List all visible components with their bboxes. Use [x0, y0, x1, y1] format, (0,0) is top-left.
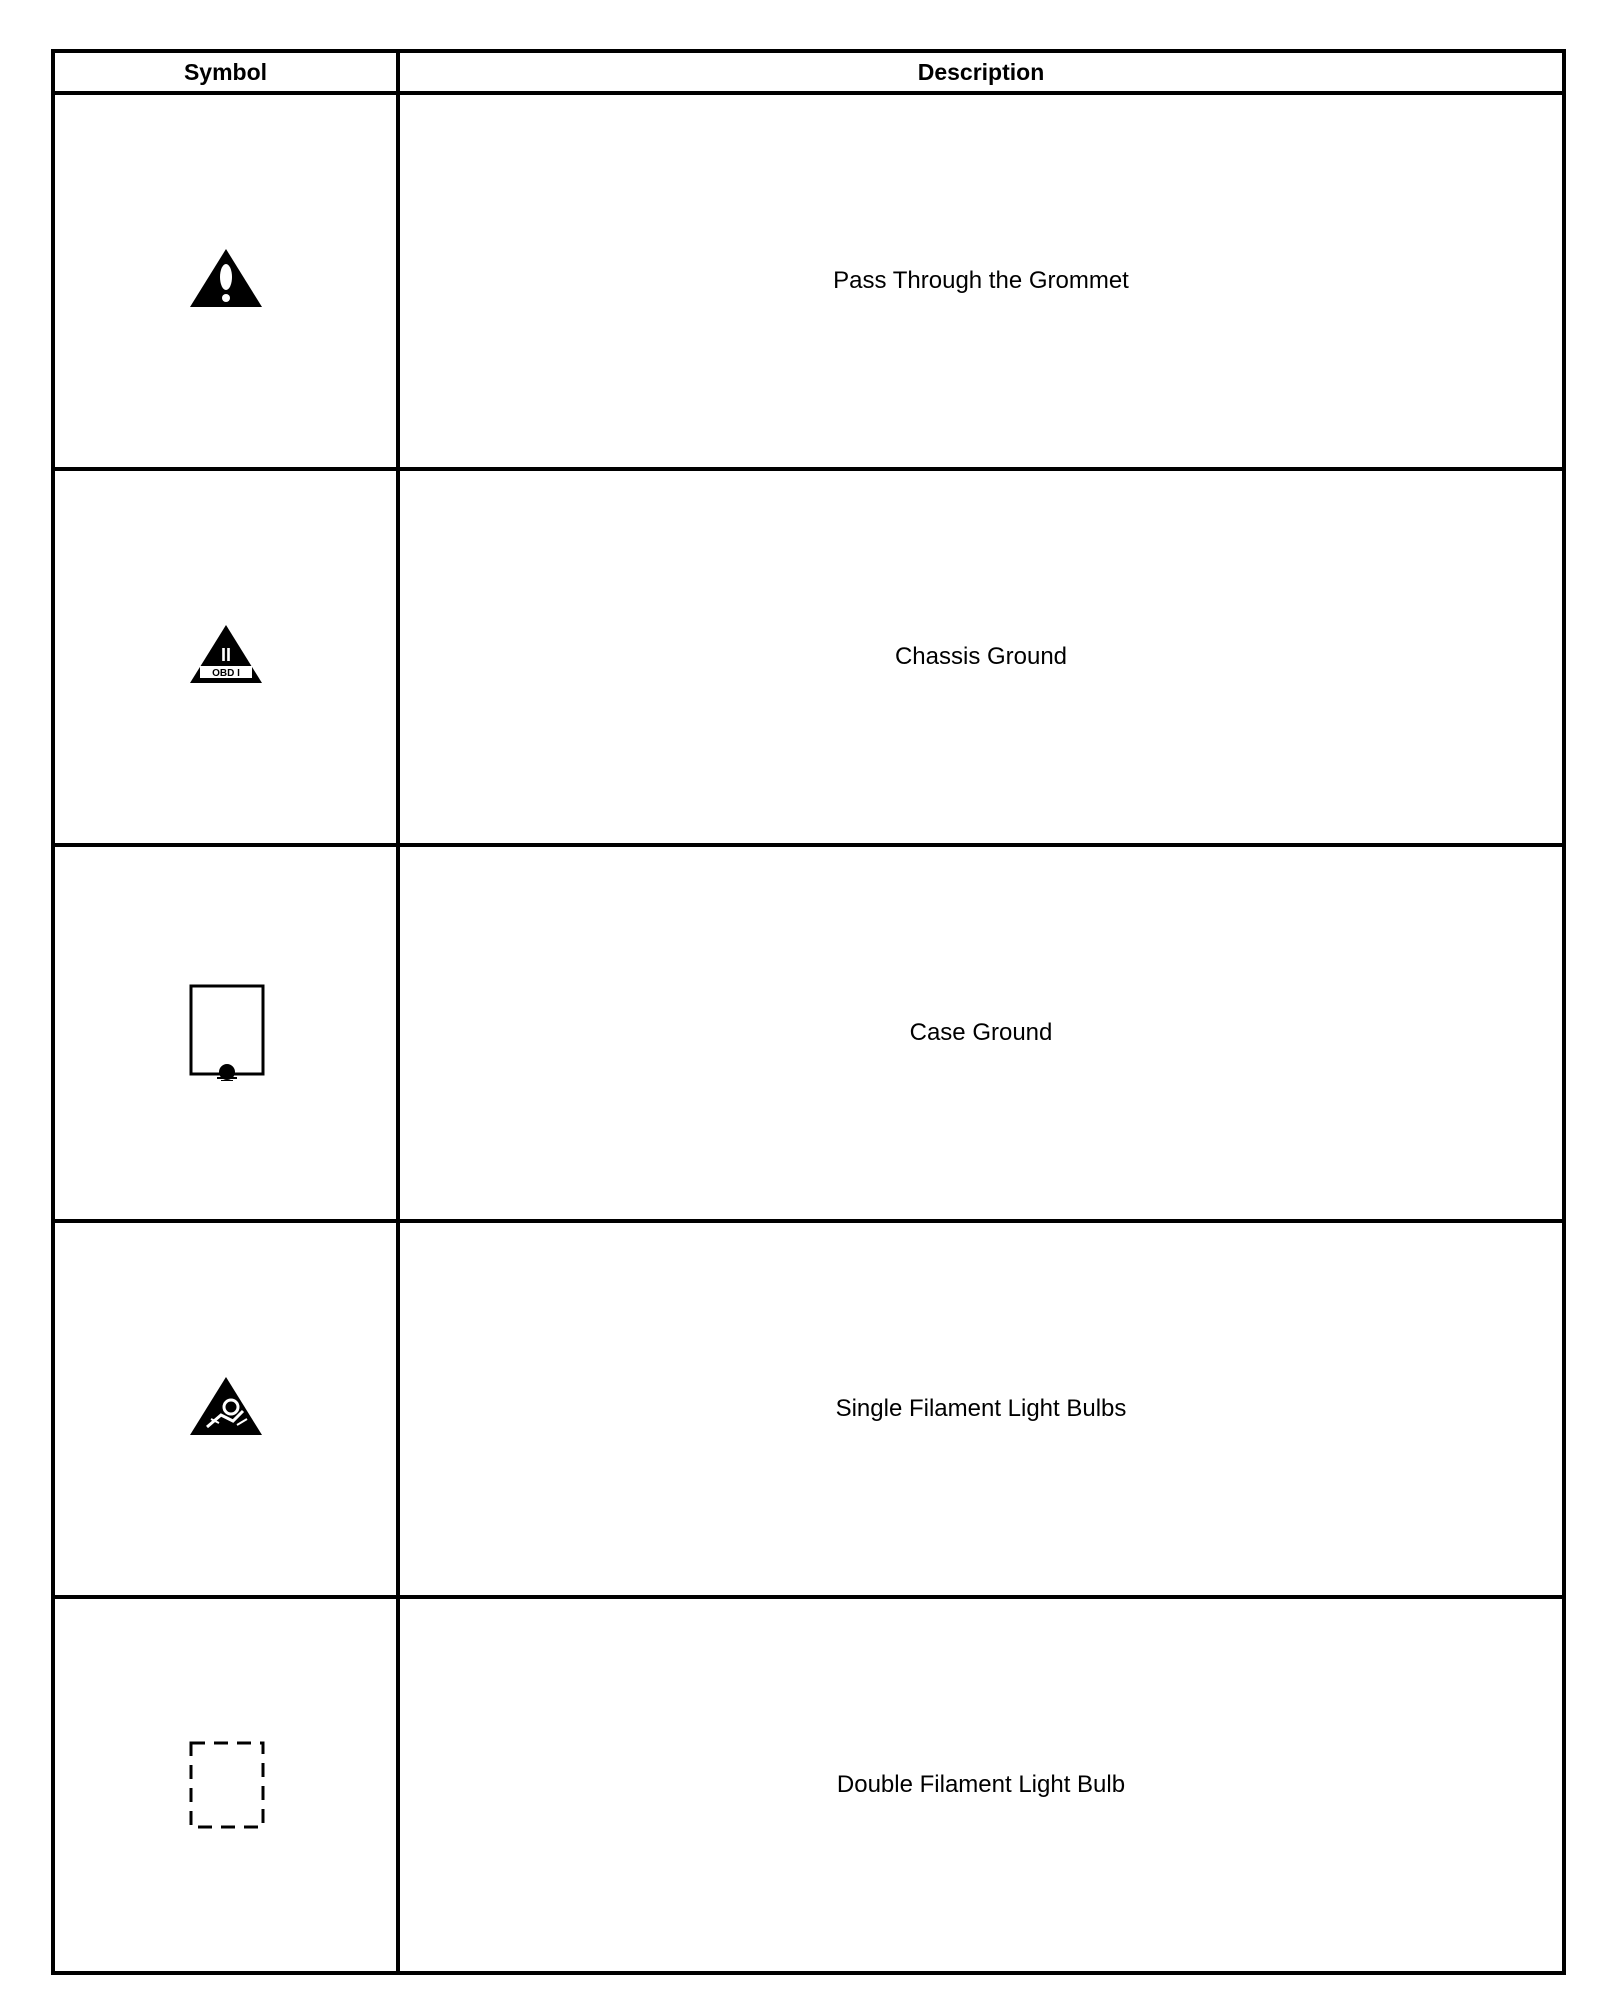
description-cell [398, 1221, 1564, 1597]
description-cell [398, 93, 1564, 469]
table-row [53, 93, 1564, 469]
description-cell [398, 1597, 1564, 1973]
symbol-cell [53, 469, 398, 845]
table-row [53, 1221, 1564, 1597]
symbol-cell [53, 1221, 398, 1597]
symbol-cell [53, 1597, 398, 1973]
description-text: Double Filament Light Bulb [836, 1771, 1126, 1798]
description-cell [398, 845, 1564, 1221]
table-header-row [53, 51, 1564, 93]
table-row [53, 1597, 1564, 1973]
description-column-header: Description [398, 51, 1564, 93]
symbol-column-header: Symbol [53, 51, 398, 93]
dashed-box-icon [181, 1733, 271, 1833]
table-row [53, 845, 1564, 1221]
description-text: Pass Through the Grommet [833, 267, 1129, 294]
symbol-legend-table [51, 49, 1566, 1975]
case-ground-box-icon [181, 981, 271, 1081]
description-cell [398, 469, 1564, 845]
obd-ii-label: II [220, 644, 231, 665]
table-row [53, 469, 1564, 845]
description-text: Single Filament Light Bulbs [835, 1395, 1127, 1422]
warning-triangle-icon [181, 229, 271, 329]
description-text: Case Ground [909, 1019, 1053, 1046]
description-text: Chassis Ground [894, 643, 1068, 670]
symbol-cell [53, 845, 398, 1221]
symbol-cell [53, 93, 398, 469]
hazard-triangle-icon [181, 1357, 271, 1457]
obd-ii-triangle-icon [181, 605, 271, 705]
obd-i-label: OBD I [211, 667, 240, 679]
